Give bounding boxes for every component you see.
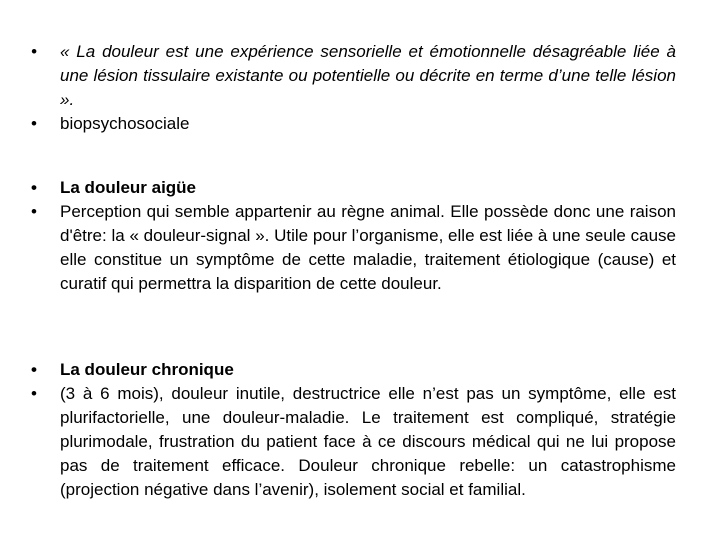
chronic-pain-heading-item bbox=[31, 358, 676, 382]
pain-definition-item bbox=[31, 40, 676, 112]
chronic-pain-heading: La douleur chronique bbox=[60, 360, 234, 379]
chronic-pain-description-item bbox=[31, 382, 676, 502]
pain-definition-text: « La douleur est une expérience sensorielle et émotionnelle désagréable liée à une lésion tissulaire existante ou potentielle ou décrite en terme d’une telle lésion ». bbox=[60, 42, 676, 109]
biopsychosocial-text: biopsychosociale bbox=[60, 114, 190, 133]
bullet-icon: • bbox=[31, 114, 37, 133]
biopsychosocial-item bbox=[31, 112, 676, 136]
bullet-icon: • bbox=[31, 384, 37, 403]
acute-pain-description-item bbox=[31, 200, 676, 296]
acute-pain-group bbox=[31, 176, 676, 296]
bullet-icon: • bbox=[31, 42, 37, 61]
bullet-icon: • bbox=[31, 360, 37, 379]
chronic-pain-group bbox=[31, 358, 676, 502]
chronic-pain-description: (3 à 6 mois), douleur inutile, destructrice elle n’est pas un symptôme, elle est plurifactorielle, une douleur-maladie. Le traitement est compliqué, stratégie plurimodale, frustration du patient face à ce discours médical qui ne lui propose pas de traitement efficace. Douleur chronique rebelle: un catastrophisme (projection négative dans l’avenir), isolement social et familial. bbox=[60, 384, 676, 499]
bullet-icon: • bbox=[31, 202, 37, 221]
acute-pain-heading: La douleur aigüe bbox=[60, 178, 197, 197]
acute-pain-description: Perception qui semble appartenir au règne animal. Elle possède donc une raison d'être: la « douleur-signal ». Utile pour l’organisme, elle est liée à une seule cause elle constitue un symptôme de cette maladie, traitement étiologique (cause) et curatif qui permettra la disparition de cette douleur. bbox=[60, 202, 676, 293]
bullet-icon: • bbox=[31, 178, 37, 197]
definition-group bbox=[31, 40, 676, 136]
acute-pain-heading-item bbox=[31, 176, 676, 200]
